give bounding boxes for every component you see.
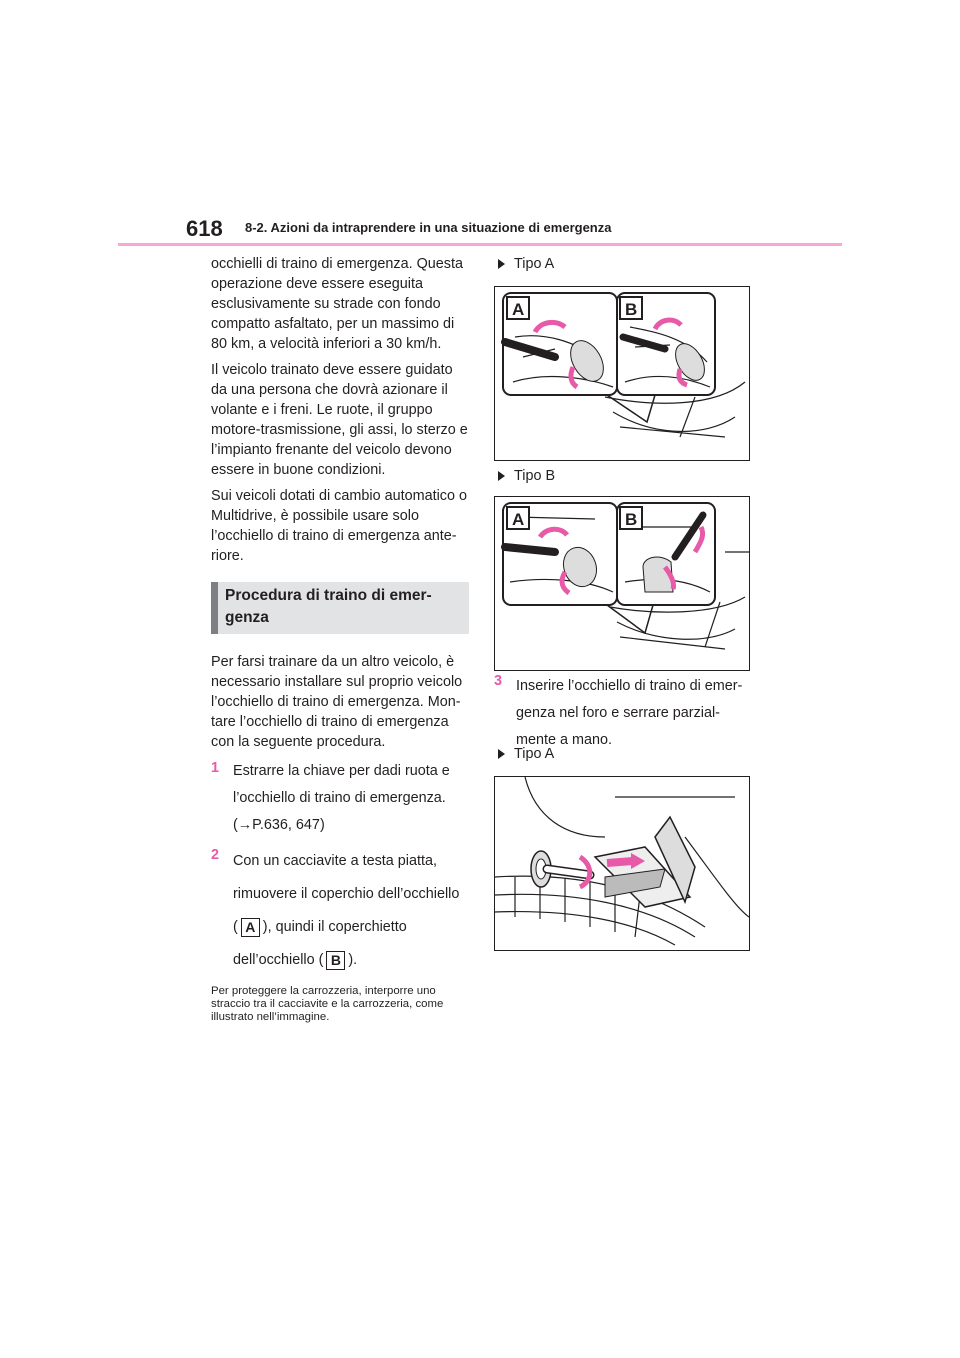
figure-tipo-b xyxy=(494,496,750,671)
figure-b-label-b: B xyxy=(625,510,638,529)
section-heading: Procedura di traino di emer- genza xyxy=(211,582,469,634)
paragraph-1: occhielli di traino di emergenza. Questa operazione deve essere eseguita esclusivamente su strade con fondo compatto asfaltato, per un massimo di 80 km, a velocità inferiori a 30 km/h. xyxy=(211,256,463,352)
note: Per proteggere la carrozzeria, interporre uno straccio tra il cacciavite e la carrozzeria, come illustrato nell’immagine. xyxy=(211,985,444,1023)
step-2-number: 2 xyxy=(211,847,220,863)
step-2-close-paren: ). xyxy=(348,952,358,968)
step-1-number: 1 xyxy=(211,760,220,776)
tipo-b-label: Tipo B xyxy=(514,468,556,484)
step-2 xyxy=(211,845,469,977)
bullet-triangle-icon xyxy=(498,259,505,269)
step-2-text-a: Con un cacciavite a testa piatta, rimuovere il coperchio dell’occhiello xyxy=(233,853,460,902)
step-2-text-b: ), quindi il coperchietto xyxy=(262,919,407,935)
label-box-b: B xyxy=(326,951,345,970)
tipo-a-label-2: Tipo A xyxy=(514,746,555,762)
page-number: 618 xyxy=(186,216,223,241)
label-box-a: A xyxy=(241,918,260,937)
tipo-a-heading-2 xyxy=(494,746,554,762)
figure-tipo-a-eyebolt xyxy=(494,776,750,951)
bullet-triangle-icon xyxy=(498,749,505,759)
header-rule xyxy=(118,243,842,246)
bullet-triangle-icon xyxy=(498,471,505,481)
left-column xyxy=(211,254,469,1024)
step-3 xyxy=(494,673,750,754)
figure-a-label-a: A xyxy=(512,300,525,319)
figure-b-label-a: A xyxy=(512,510,525,529)
tipo-a-heading-1 xyxy=(494,256,554,272)
tipo-b-heading xyxy=(494,468,555,484)
figure-a-label-b: B xyxy=(625,300,638,319)
step-1-reference: (→P.636, 647) xyxy=(233,817,325,833)
paragraph-2: Il veicolo trainato deve essere guidato da una persona che dovrà azionare il volante e i freni. Le ruote, il gruppo motore-trasmissione, gli assi, lo sterzo e l’impianto frenante del veicolo devono essere in buone condizioni. xyxy=(211,362,468,478)
figure-tipo-a-illustration xyxy=(495,287,749,460)
step-2-open-paren: ( xyxy=(233,919,238,935)
running-header: 8-2. Azioni da intraprendere in una situazione di emergenza xyxy=(245,220,612,235)
step-2-text-c: dell’occhiello ( xyxy=(233,952,324,968)
step-1-text: Estrarre la chiave per dadi ruota e l’occhiello di traino di emergenza. xyxy=(233,763,450,806)
figure-tipo-b-illustration xyxy=(495,497,749,670)
figure-eyebolt-illustration xyxy=(495,777,749,950)
paragraph-4: Per farsi trainare da un altro veicolo, è necessario installare sul proprio veicolo l’occhiello di traino di emergenza. Mon- tare l’occhiello di traino di emergenza con la seguente procedura. xyxy=(211,654,463,750)
step-3-text: Inserire l’occhiello di traino di emer- genza nel foro e serrare parzial- mente a mano. xyxy=(516,678,743,748)
tipo-a-label-1: Tipo A xyxy=(514,256,555,272)
figure-tipo-a xyxy=(494,286,750,461)
step-3-number: 3 xyxy=(494,673,503,689)
paragraph-3: Sui veicoli dotati di cambio automatico o Multidrive, è possibile usare solo l’occhiello di traino di emergenza ante- riore. xyxy=(211,488,467,564)
step-1 xyxy=(211,758,469,839)
